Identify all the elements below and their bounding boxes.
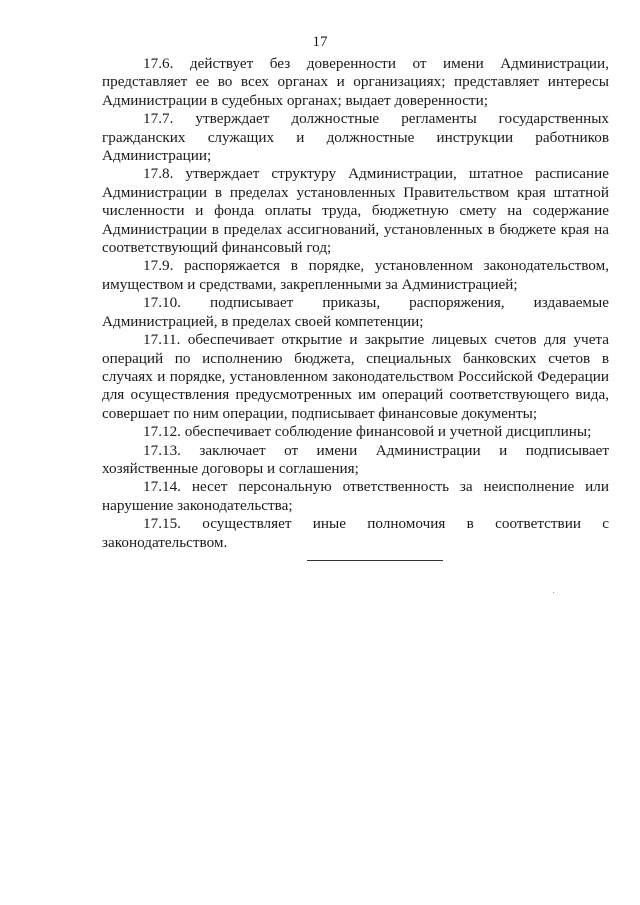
paragraph-17-14: 17.14. несет персональную ответственность за неисполнение или нарушение законодательства;: [102, 478, 609, 514]
scan-artifact-dot: [553, 592, 554, 593]
paragraph-17-11: 17.11. обеспечивает открытие и закрытие лицевых счетов для учета операций по исполнению бюджета, специальных банковских счетов в случаях и порядке, установленном законодательством Российской Федерации для осуществления предусмотренных им операций соответствующего вида, совершает по ним операции, подписывает финансовые документы;: [102, 331, 609, 422]
paragraph-17-13: 17.13. заключает от имени Администрации и подписывает хозяйственные договоры и соглашения;: [102, 441, 609, 477]
end-separator-line: [307, 560, 443, 561]
paragraph-17-15: 17.15. осуществляет иные полномочия в соответствии с законодательством.: [102, 515, 609, 551]
page-number: 17: [312, 34, 328, 50]
paragraph-17-10: 17.10. подписывает приказы, распоряжения, издаваемые Администрацией, в пределах своей компетенции;: [102, 294, 609, 330]
paragraph-17-7: 17.7. утверждает должностные регламенты государственных гражданских служащих и должностные инструкции работников Администрации;: [102, 110, 609, 165]
document-body: [102, 55, 609, 552]
paragraph-17-9: 17.9. распоряжается в порядке, установленном законодательством, имуществом и средствами, закрепленными за Администрацией;: [102, 257, 609, 293]
paragraph-17-6: 17.6. действует без доверенности от имени Администрации, представляет ее во всех органах и организациях; представляет интересы Администрации в судебных органах; выдает доверенности;: [102, 55, 609, 109]
paragraph-17-8: 17.8. утверждает структуру Администрации, штатное расписание Администрации в пределах установленных Правительством края штатной численности и фонда оплаты труда, бюджетную смету на содержание Администрации в пределах ассигнований, установленных в бюджете края на соответствующий финансовый год;: [102, 165, 609, 257]
paragraph-17-12: 17.12. обеспечивает соблюдение финансовой и учетной дисциплины;: [143, 423, 592, 441]
